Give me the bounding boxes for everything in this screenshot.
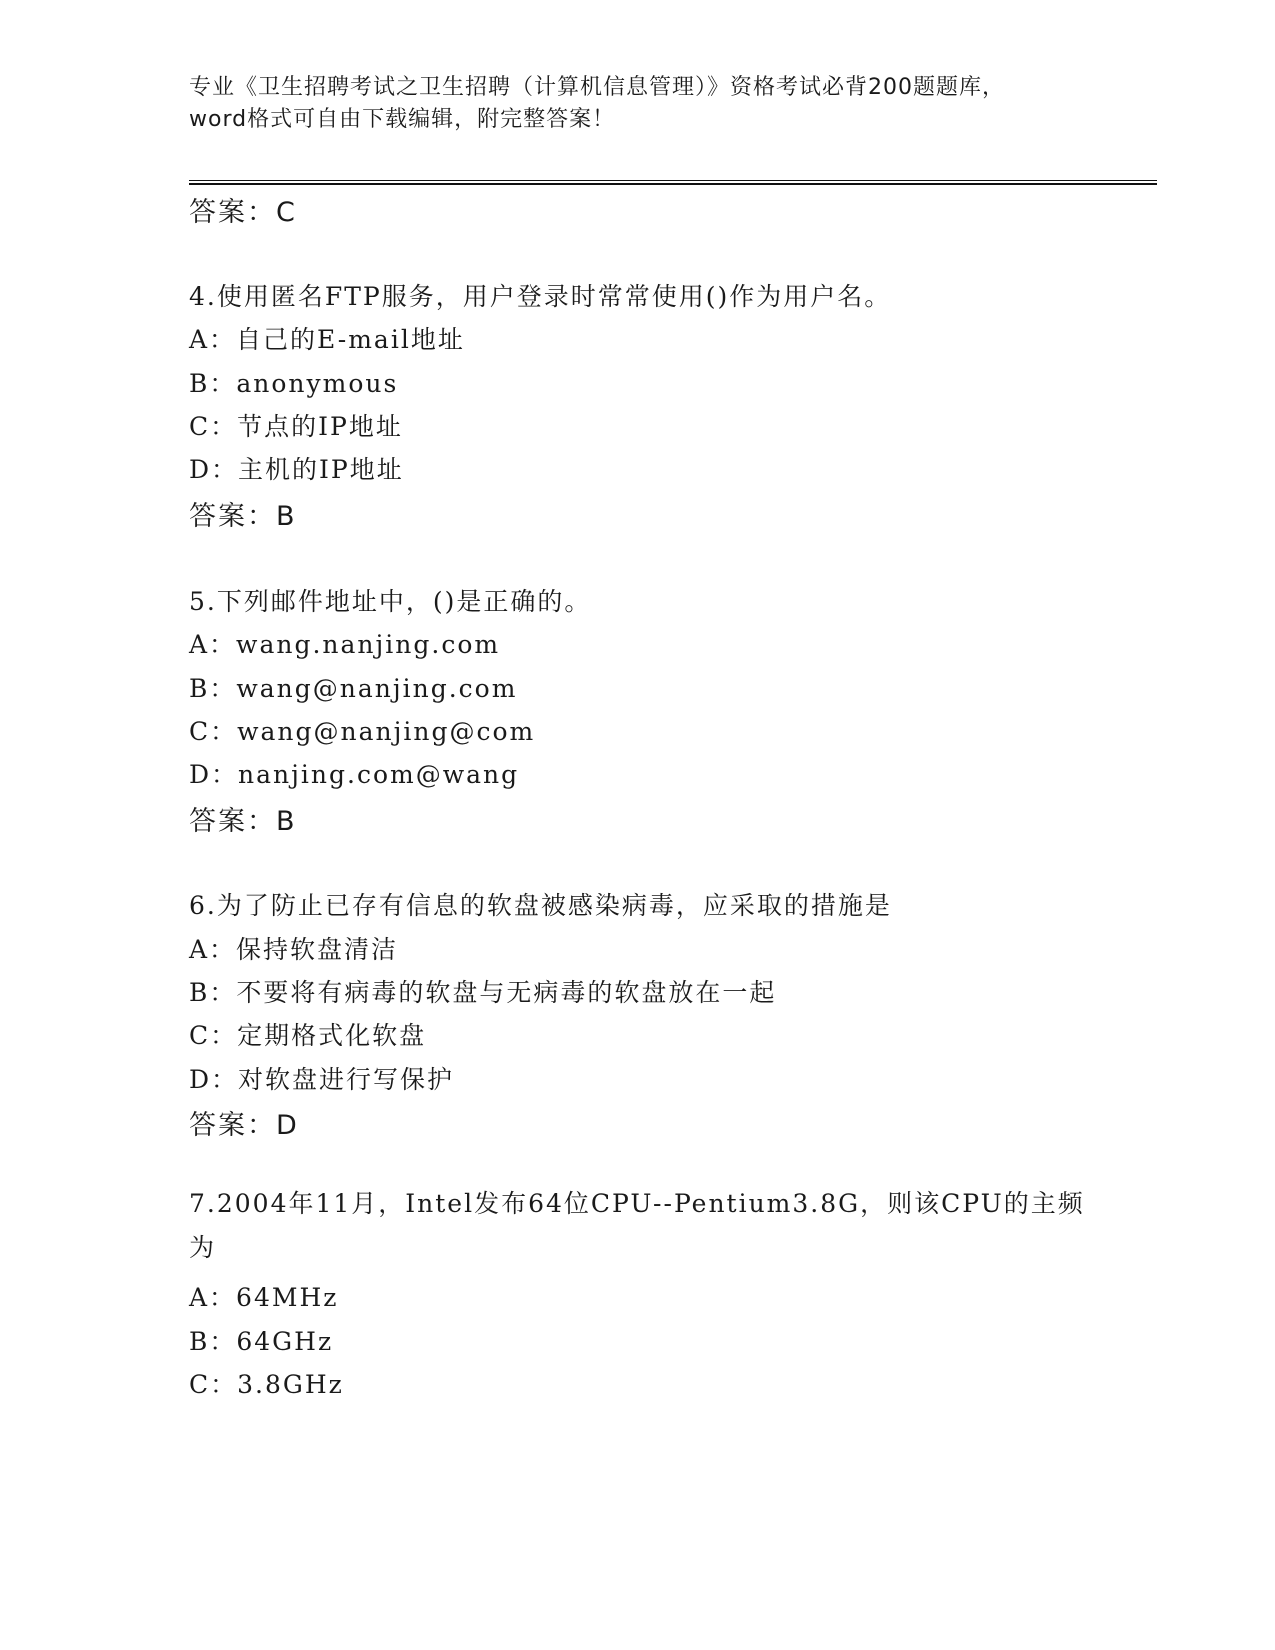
question-4-option-d: D：主机的IP地址 [189,455,404,484]
question-5-option-a: A：wang.nanjing.com [189,630,501,659]
question-5-option-b: B：wang@nanjing.com [189,674,518,703]
question-5-option-d: D：nanjing.com@wang [189,760,520,789]
question-7-option-b: B：64GHz [189,1327,334,1356]
header-divider-thick [189,183,1157,185]
question-5-option-c: C：wang@nanjing@com [189,717,536,746]
answer-prev: 答案：C [189,197,297,228]
header-divider [189,180,1157,181]
question-5-stem: 5.下列邮件地址中，()是正确的。 [189,587,592,616]
question-6-option-d: D：对软盘进行写保护 [189,1065,455,1094]
question-7-option-a: A：64MHz [189,1283,339,1312]
question-4-option-c: C：节点的IP地址 [189,412,403,441]
question-6-option-c: C：定期格式化软盘 [189,1021,427,1050]
header-line-1: 专业《卫生招聘考试之卫生招聘（计算机信息管理）》资格考试必背200题题库， [189,75,1005,100]
question-4-option-b: B：anonymous [189,369,399,398]
question-6-option-a: A：保持软盘清洁 [189,935,399,964]
question-4-answer: 答案：B [189,501,297,532]
question-6-option-b: B：不要将有病毒的软盘与无病毒的软盘放在一起 [189,978,777,1007]
question-5-answer: 答案：B [189,806,297,837]
document-header [189,72,1089,136]
question-7-stem: 7.2004年11月，Intel发布64位CPU--Pentium3.8G，则该CPU的主频为 [189,1189,1085,1262]
question-4-stem: 4.使用匿名FTP服务，用户登录时常常使用()作为用户名。 [189,282,892,311]
question-4-option-a: A：自己的E-mail地址 [189,325,465,354]
question-6-stem: 6.为了防止已存有信息的软盘被感染病毒，应采取的措施是 [189,891,892,920]
header-line-2: word格式可自由下载编辑，附完整答案！ [189,107,616,132]
question-7-option-c: C：3.8GHz [189,1370,344,1399]
question-6-answer: 答案：D [189,1110,299,1141]
